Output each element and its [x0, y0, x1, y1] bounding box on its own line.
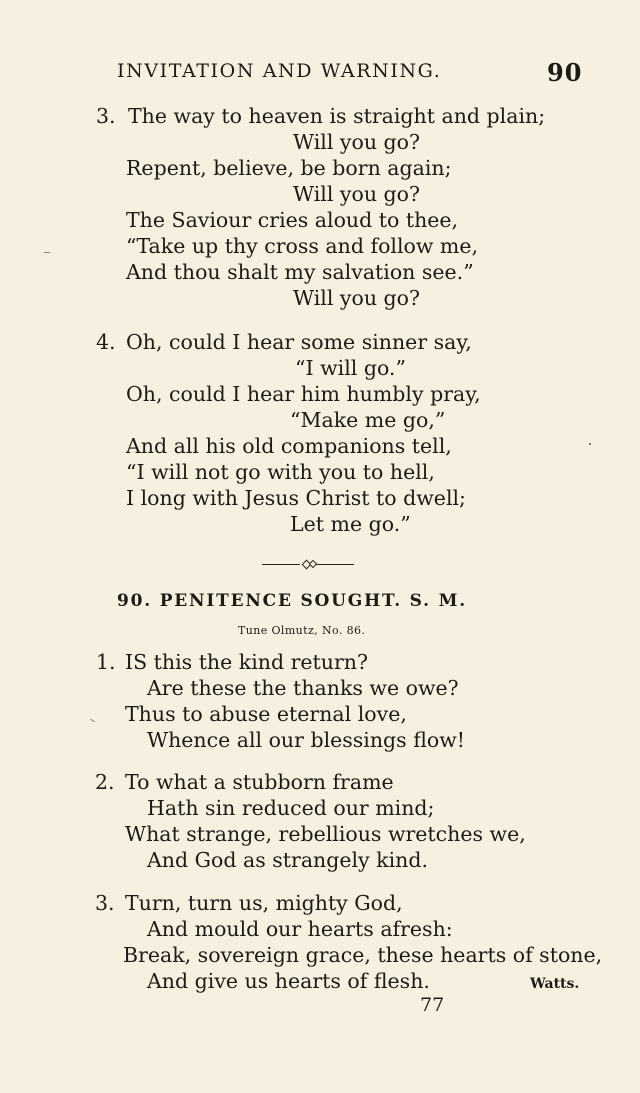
- verse-line: What strange, rebellious wretches we,: [125, 822, 526, 846]
- author-attribution: Watts.: [530, 976, 580, 992]
- verse-line: And God as strangely kind.: [147, 848, 428, 872]
- tune-reference: Tune Olmutz, No. 86.: [238, 624, 366, 637]
- verse-line: The way to heaven is straight and plain;: [128, 104, 546, 128]
- verse-line: Repent, believe, be born again;: [126, 156, 452, 180]
- verse-line: To what a stubborn frame: [125, 770, 394, 794]
- verse-number: 3.: [96, 104, 116, 128]
- verse-line: Whence all our blessings flow!: [147, 728, 466, 752]
- verse-line: And all his old companions tell,: [126, 434, 452, 458]
- verse-line: IS this the kind return?: [125, 650, 368, 674]
- verse-number: 4.: [96, 330, 116, 354]
- verse-line: Will you go?: [293, 286, 420, 310]
- verse-number: 3.: [95, 891, 115, 915]
- verse-line: “Make me go,”: [290, 408, 446, 432]
- verse-line: And give us hearts of flesh.: [147, 969, 430, 993]
- running-header-hymn-number: 90: [547, 58, 583, 87]
- verse-line: And mould our hearts afresh:: [147, 917, 453, 941]
- verse-line: The Saviour cries aloud to thee,: [126, 208, 459, 232]
- page-number: 77: [420, 994, 445, 1016]
- ornamental-divider: [262, 563, 354, 566]
- verse-line: I long with Jesus Christ to dwell;: [126, 486, 466, 510]
- hymn-title: 90. PENITENCE SOUGHT. S. M.: [117, 591, 467, 611]
- divider-rule: [262, 564, 300, 565]
- divider-rule: [316, 564, 354, 565]
- verse-line: Thus to abuse eternal love,: [125, 702, 407, 726]
- verse-line: Will you go?: [293, 130, 420, 154]
- verse-line: “Take up thy cross and follow me,: [126, 234, 479, 258]
- verse-line: Let me go.”: [290, 512, 411, 536]
- running-header-title: INVITATION AND WARNING.: [117, 60, 442, 82]
- verse-line: Oh, could I hear him humbly pray,: [126, 382, 481, 406]
- verse-line: “I will go.”: [295, 356, 406, 380]
- verse-line: Oh, could I hear some sinner say,: [126, 330, 472, 354]
- stray-mark: [44, 252, 50, 253]
- verse-line: Will you go?: [293, 182, 420, 206]
- verse-number: 1.: [96, 650, 116, 674]
- verse-number: 2.: [95, 770, 115, 794]
- stray-mark: [90, 719, 95, 723]
- verse-line: And thou shalt my salvation see.”: [126, 260, 474, 284]
- verse-line: Hath sin reduced our mind;: [147, 796, 435, 820]
- stray-mark: [589, 443, 591, 445]
- verse-line: “I will not go with you to hell,: [126, 460, 435, 484]
- verse-line: Turn, turn us, mighty God,: [125, 891, 403, 915]
- verse-line: Are these the thanks we owe?: [147, 676, 459, 700]
- verse-line: Break, sovereign grace, these hearts of stone,: [123, 943, 603, 967]
